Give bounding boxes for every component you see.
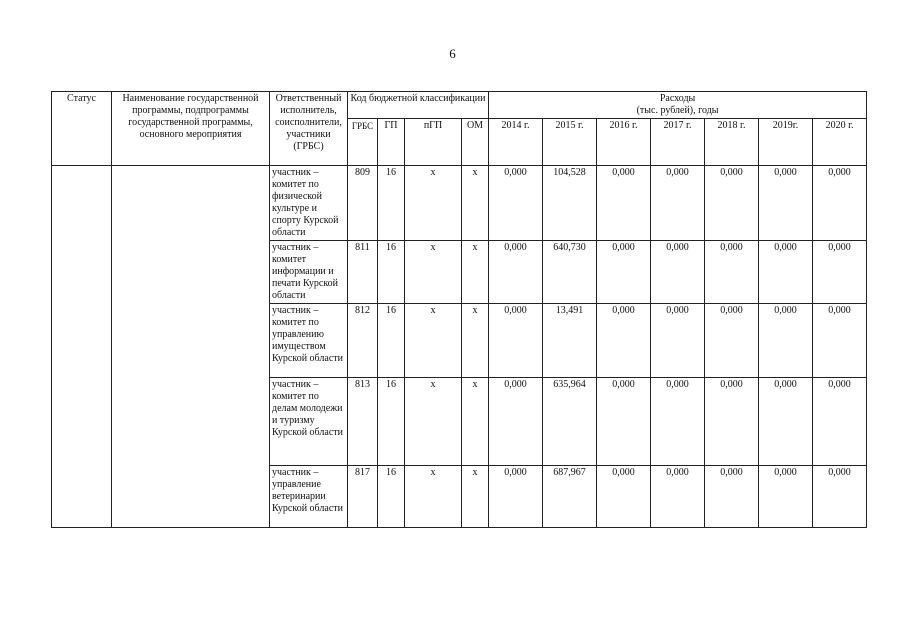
- value-cell: 635,964: [543, 378, 597, 466]
- participant-cell: участник – управление ветеринарии Курской области: [270, 466, 348, 528]
- pgp-cell: х: [405, 304, 462, 378]
- budget-table: [51, 91, 867, 528]
- value-cell: 0,000: [489, 466, 543, 528]
- value-cell: 0,000: [489, 304, 543, 378]
- gp-cell: 16: [378, 166, 405, 241]
- value-cell: 0,000: [813, 241, 867, 304]
- year-header: 2019г.: [759, 119, 813, 166]
- year-header: 2014 г.: [489, 119, 543, 166]
- value-cell: 687,967: [543, 466, 597, 528]
- om-cell: х: [462, 466, 489, 528]
- value-cell: 0,000: [597, 378, 651, 466]
- value-cell: 0,000: [705, 378, 759, 466]
- value-cell: 0,000: [705, 166, 759, 241]
- name-cell: [112, 166, 270, 528]
- om-cell: х: [462, 166, 489, 241]
- value-cell: 0,000: [705, 466, 759, 528]
- executor-header: Ответственный исполнитель, соисполнители, участники (ГРБС): [270, 92, 348, 166]
- value-cell: 104,528: [543, 166, 597, 241]
- om-header: ОМ: [462, 119, 489, 166]
- grbs-cell: 817: [348, 466, 378, 528]
- value-cell: 0,000: [705, 241, 759, 304]
- value-cell: 0,000: [597, 466, 651, 528]
- year-header: 2020 г.: [813, 119, 867, 166]
- page-number: 6: [449, 46, 456, 61]
- value-cell: 0,000: [651, 378, 705, 466]
- om-cell: х: [462, 378, 489, 466]
- grbs-cell: 813: [348, 378, 378, 466]
- gp-cell: 16: [378, 466, 405, 528]
- value-cell: 0,000: [705, 304, 759, 378]
- year-header: 2018 г.: [705, 119, 759, 166]
- pgp-cell: х: [405, 466, 462, 528]
- om-cell: х: [462, 241, 489, 304]
- pgp-cell: х: [405, 378, 462, 466]
- expenses-subtitle: (тыс. рублей), годы: [636, 105, 719, 116]
- pgp-cell: х: [405, 241, 462, 304]
- gp-cell: 16: [378, 378, 405, 466]
- value-cell: 0,000: [651, 466, 705, 528]
- table-row: [52, 166, 867, 241]
- participant-cell: участник – комитет информации и печати Курской области: [270, 241, 348, 304]
- value-cell: 0,000: [759, 241, 813, 304]
- participant-cell: участник – комитет по управлению имуществом Курской области: [270, 304, 348, 378]
- value-cell: 13,491: [543, 304, 597, 378]
- gp-cell: 16: [378, 304, 405, 378]
- year-header: 2016 г.: [597, 119, 651, 166]
- status-header: Статус: [52, 92, 112, 166]
- value-cell: 0,000: [651, 166, 705, 241]
- participant-cell: участник – комитет по физической культуре и спорту Курской области: [270, 166, 348, 241]
- value-cell: 0,000: [813, 166, 867, 241]
- om-cell: х: [462, 304, 489, 378]
- expenses-title: Расходы: [659, 93, 696, 104]
- value-cell: 0,000: [813, 304, 867, 378]
- gp-header: ГП: [378, 119, 405, 166]
- budget-code-header: Код бюджетной классификации: [348, 92, 489, 119]
- participant-cell: участник – комитет по делам молодежи и туризму Курской области: [270, 378, 348, 466]
- pgp-header: пГП: [405, 119, 462, 166]
- value-cell: 0,000: [651, 304, 705, 378]
- value-cell: 640,730: [543, 241, 597, 304]
- name-header: Наименование государственной программы, подпрограммы государственной программы, основного мероприятия: [112, 92, 270, 166]
- value-cell: 0,000: [759, 378, 813, 466]
- grbs-header: ГРБС: [348, 119, 378, 166]
- value-cell: 0,000: [597, 241, 651, 304]
- value-cell: 0,000: [813, 466, 867, 528]
- grbs-cell: 809: [348, 166, 378, 241]
- year-header: 2017 г.: [651, 119, 705, 166]
- value-cell: 0,000: [759, 304, 813, 378]
- value-cell: 0,000: [489, 378, 543, 466]
- expenses-header: [489, 92, 867, 119]
- value-cell: 0,000: [813, 378, 867, 466]
- value-cell: 0,000: [759, 166, 813, 241]
- value-cell: 0,000: [759, 466, 813, 528]
- gp-cell: 16: [378, 241, 405, 304]
- year-header: 2015 г.: [543, 119, 597, 166]
- value-cell: 0,000: [489, 241, 543, 304]
- value-cell: 0,000: [597, 304, 651, 378]
- value-cell: 0,000: [489, 166, 543, 241]
- pgp-cell: х: [405, 166, 462, 241]
- grbs-cell: 812: [348, 304, 378, 378]
- value-cell: 0,000: [597, 166, 651, 241]
- status-cell: [52, 166, 112, 528]
- grbs-cell: 811: [348, 241, 378, 304]
- value-cell: 0,000: [651, 241, 705, 304]
